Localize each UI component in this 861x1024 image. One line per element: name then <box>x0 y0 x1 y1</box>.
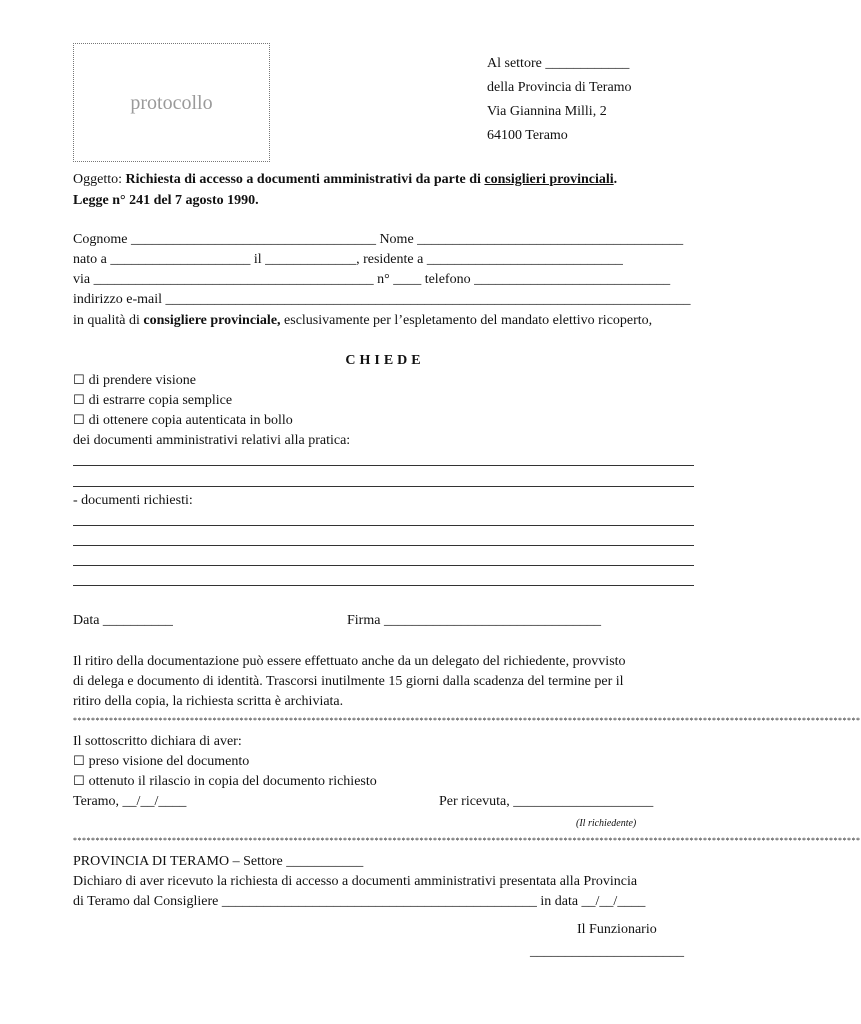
subject-prefix: Oggetto: <box>73 172 122 187</box>
field-address-phone: via ________________________________________ n° ____ telefono ____________________________ <box>73 272 671 287</box>
subject-law: Legge n° 241 del 7 agosto 1990. <box>73 193 259 208</box>
declaration-option-copy <box>73 773 377 790</box>
signature-field: Firma _______________________________ <box>347 613 601 628</box>
checkbox-icon[interactable]: ☐ <box>73 373 85 388</box>
separator: ******************************************************************************************************************************************************************************* <box>73 716 861 725</box>
receipt-role: (Il richiedente) <box>576 818 637 829</box>
request-option-view <box>73 372 196 389</box>
field-birth-residence: nato a ____________________ il _____________, residente a ____________________________ <box>73 252 623 267</box>
declaration-place-date: Teramo, __/__/____ <box>73 794 187 809</box>
subject-title-underlined: consiglieri provinciali <box>484 172 614 187</box>
checkbox-icon[interactable]: ☐ <box>73 393 85 408</box>
separator: ******************************************************************************************************************************************************************************* <box>73 836 861 845</box>
address-line-province: della Provincia di Teramo <box>487 80 632 95</box>
checkbox-icon[interactable]: ☐ <box>73 754 85 769</box>
subject-line <box>73 171 617 188</box>
address-line-street: Via Giannina Milli, 2 <box>487 104 607 119</box>
office-line: di Teramo dal Consigliere _____________________________________________ in data __/__/____ <box>73 894 646 909</box>
note-line: di delega e documento di identità. Trascorsi inutilmente 15 giorni dalla scadenza del termine per il <box>73 674 624 689</box>
documents-write-line[interactable] <box>73 545 694 546</box>
request-option-label: di estrarre copia semplice <box>88 393 233 408</box>
official-label: Il Funzionario <box>577 922 657 937</box>
request-option-copy <box>73 392 232 409</box>
practice-label: dei documenti amministrativi relativi alla pratica: <box>73 433 351 448</box>
note-line: Il ritiro della documentazione può essere effettuato anche da un delegato del richiedente, provvisto <box>73 654 626 669</box>
subject-title: Richiesta di accesso a documenti amministrativi da parte di <box>125 172 481 187</box>
request-option-certified <box>73 412 293 429</box>
date-field: Data __________ <box>73 613 173 628</box>
request-heading: CHIEDE <box>345 353 425 368</box>
quality-rest: esclusivamente per l’espletamento del mandato elettivo ricoperto, <box>284 313 653 328</box>
quality-line <box>73 312 652 329</box>
subject-title-end: . <box>613 172 618 187</box>
address-line-city: 64100 Teramo <box>487 128 568 143</box>
office-line: Dichiaro di aver ricevuto la richiesta di accesso a documenti amministrativi presentata alla Provincia <box>73 874 638 889</box>
official-signature-line: ______________________ <box>530 944 684 959</box>
practice-write-line[interactable] <box>73 465 694 466</box>
protocol-box <box>73 43 270 162</box>
field-email: indirizzo e-mail ___________________________________________________________________________ <box>73 292 691 307</box>
field-cognome-nome: Cognome ___________________________________ Nome ______________________________________ <box>73 232 684 247</box>
request-option-label: di ottenere copia autenticata in bollo <box>88 413 293 428</box>
address-line-sector: Al settore ____________ <box>487 56 630 71</box>
documents-label: - documenti richiesti: <box>73 493 193 508</box>
quality-prefix: in qualità di <box>73 313 140 328</box>
quality-role: consigliere provinciale, <box>143 313 281 328</box>
declaration-intro: Il sottoscritto dichiara di aver: <box>73 734 242 749</box>
declaration-option-label: preso visione del documento <box>88 754 250 769</box>
protocol-label: protocollo <box>130 92 213 114</box>
receipt-field: Per ricevuta, ____________________ <box>439 794 654 809</box>
documents-write-line[interactable] <box>73 565 694 566</box>
checkbox-icon[interactable]: ☐ <box>73 774 85 789</box>
request-option-label: di prendere visione <box>88 373 196 388</box>
practice-write-line[interactable] <box>73 486 694 487</box>
note-line: ritiro della copia, la richiesta scritta è archiviata. <box>73 694 344 709</box>
documents-write-line[interactable] <box>73 585 694 586</box>
declaration-option-viewed <box>73 753 249 770</box>
checkbox-icon[interactable]: ☐ <box>73 413 85 428</box>
office-title: PROVINCIA DI TERAMO – Settore ___________ <box>73 854 364 869</box>
declaration-option-label: ottenuto il rilascio in copia del documento richiesto <box>88 774 377 789</box>
documents-write-line[interactable] <box>73 525 694 526</box>
